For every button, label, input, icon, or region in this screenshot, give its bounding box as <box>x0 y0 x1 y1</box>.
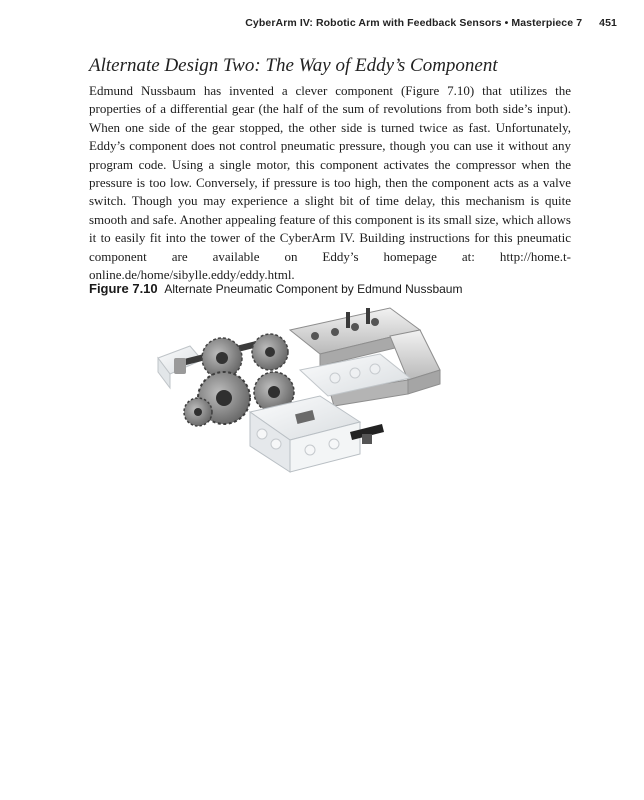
lego-component-illustration <box>150 300 450 490</box>
gear-back-left <box>202 338 242 378</box>
running-header <box>90 17 617 29</box>
gear-back-center <box>252 334 288 370</box>
gear-front-small <box>184 398 212 426</box>
page-number: 451 <box>599 17 617 29</box>
figure-image-lego-pneumatic-component <box>150 300 450 490</box>
running-title: CyberArm IV: Robotic Arm with Feedback Sensors <box>245 17 502 29</box>
figure-label: Figure 7.10 <box>89 281 158 296</box>
figure-caption-text: Alternate Pneumatic Component by Edmund Nussbaum <box>164 282 463 296</box>
section-title: Alternate Design Two: The Way of Eddy’s Component <box>89 55 498 76</box>
chapter-label: Masterpiece 7 <box>511 17 583 29</box>
header-separator: • <box>504 17 509 29</box>
body-paragraph: Edmund Nussbaum has invented a clever component (Figure 7.10) that utilizes the properties of a differential gear (the half of the sum of revolutions from both side’s input). When one side of the gear stopped, the other side is turned twice as fast. Unfortunately, Eddy’s component does not control pneumatic pressure, though you can use it without any program code. Using a single motor, this component activates the compressor when the pressure is too low. Conversely, if pressure is too high, then the component acts as a valve switch. Though you may experience a slight bit of time delay, this mechanism is quite smooth and safe. Another appealing feature of this component is its small size, which allows it to easily fit into the tower of the CyberArm IV. Building instructions for this pneumatic component are available on Eddy’s homepage at: http://home.t-online.de/home/sibylle.eddy/eddy.html. <box>89 83 571 283</box>
figure-caption <box>89 281 462 296</box>
